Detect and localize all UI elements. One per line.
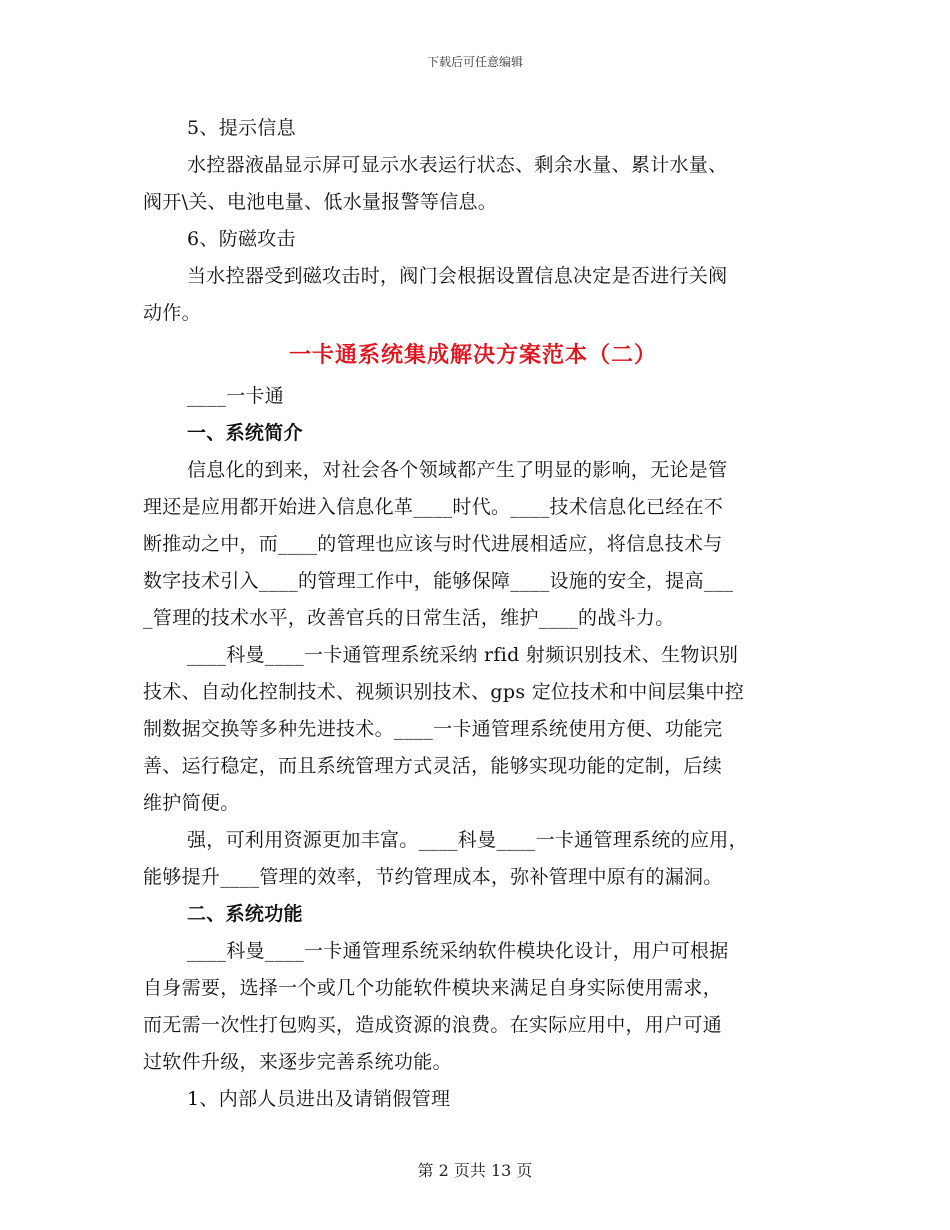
section-heading: 6、防磁攻击 [187,228,296,250]
paragraph-line: ____科曼____一卡通管理系统采纳 rfid 射频识别技术、生物识别 [187,644,739,666]
paragraph-line: 当水控器受到磁攻击时，阀门会根据设置信息决定是否进行关阀 [187,265,728,287]
paragraph-line: 能够提升____管理的效率，节约管理成本，弥补管理中原有的漏洞。 [143,866,723,888]
document-body [143,110,803,1118]
document-title: 一卡通系统集成解决方案范本（二） [288,342,657,368]
paragraph-line: 信息化的到来，对社会各个领域都产生了明显的影响，无论是管 [187,459,728,481]
page-footer: 第 2 页共 13 页 [417,1161,533,1180]
paragraph-line: 动作。 [143,302,201,324]
paragraph-line: 过软件升级，来逐步完善系统功能。 [143,1051,452,1073]
paragraph-line: 断推动之中，而____的管理也应该与时代进展相适应，将信息技术与 [143,533,723,555]
section-heading: 一、系统简介 [187,422,303,444]
paragraph-line: 技术、自动化控制技术、视频识别技术、gps 定位技术和中间层集中控 [143,681,745,703]
paragraph-line: _管理的技术水平，改善官兵的日常生活，维护____的战斗力。 [143,607,675,629]
section-heading: 1、内部人员进出及请销假管理 [187,1088,451,1110]
paragraph-line: 阀开\关、电池电量、低水量报警等信息。 [143,191,498,213]
paragraph-line: ____科曼____一卡通管理系统采纳软件模块化设计，用户可根据 [187,940,729,962]
page-header: 下载后可任意编辑 [426,55,523,69]
subtitle-line: ____一卡通 [187,385,285,407]
paragraph-line: 而无需一次性打包购买，造成资源的浪费。在实际应用中，用户可通 [143,1014,723,1036]
section-heading: 5、提示信息 [187,117,296,139]
section-heading: 二、系统功能 [187,903,303,925]
paragraph-line: 理还是应用都开始进入信息化革____时代。____技术信息化已经在不 [143,496,724,518]
paragraph-line: 水控器液晶显示屏可显示水表运行状态、剩余水量、累计水量、 [187,154,728,176]
paragraph-line: 维护简便。 [143,792,240,814]
paragraph-line: 制数据交换等多种先进技术。____一卡通管理系统使用方便、功能完 [143,718,723,740]
paragraph-line: 自身需要，选择一个或几个功能软件模块来满足自身实际使用需求， [143,977,723,999]
paragraph-line: 数字技术引入____的管理工作中，能够保障____设施的安全，提高___ [143,570,734,592]
paragraph-line: 强，可利用资源更加丰富。____科曼____一卡通管理系统的应用， [187,829,748,851]
paragraph-line: 善、运行稳定，而且系统管理方式灵活，能够实现功能的定制，后续 [143,755,723,777]
